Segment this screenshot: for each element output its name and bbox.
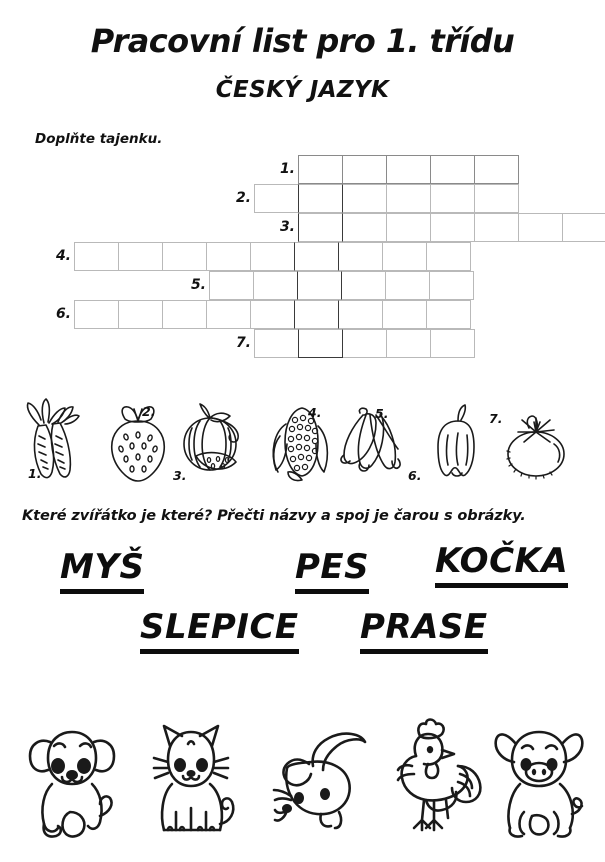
crossword-cell[interactable] bbox=[382, 300, 427, 329]
carrots-icon bbox=[8, 394, 88, 486]
corn-icon bbox=[258, 394, 338, 486]
crossword-cell[interactable] bbox=[206, 300, 251, 329]
crossword-cell[interactable] bbox=[430, 329, 475, 358]
crossword-key-cell[interactable] bbox=[298, 184, 343, 213]
crossword-cell[interactable] bbox=[386, 213, 431, 242]
crossword-row-number: 4. bbox=[55, 248, 71, 264]
crossword-cell[interactable] bbox=[341, 271, 386, 300]
crossword-cell[interactable] bbox=[474, 213, 519, 242]
crossword-cell[interactable] bbox=[474, 155, 519, 184]
crossword-row[interactable] bbox=[299, 213, 605, 242]
crossword-cell[interactable] bbox=[209, 271, 254, 300]
bananas-icon bbox=[330, 397, 410, 489]
crossword-row-number: 7. bbox=[235, 335, 251, 351]
crossword-cell[interactable] bbox=[429, 271, 474, 300]
crossword-cell[interactable] bbox=[342, 329, 387, 358]
picture-clue-strip bbox=[0, 392, 605, 492]
crossword-cell[interactable] bbox=[206, 242, 251, 271]
crossword-cell[interactable] bbox=[342, 184, 387, 213]
crossword-row[interactable] bbox=[255, 329, 475, 358]
picture-clue-number: 3. bbox=[173, 468, 187, 483]
crossword-cell[interactable] bbox=[74, 242, 119, 271]
crossword-cell[interactable] bbox=[430, 155, 475, 184]
crossword-cell[interactable] bbox=[74, 300, 119, 329]
crossword-row-number: 6. bbox=[55, 306, 71, 322]
crossword-cell[interactable] bbox=[162, 242, 207, 271]
crossword-cell[interactable] bbox=[386, 329, 431, 358]
animal-word[interactable]: SLEPICE bbox=[140, 610, 299, 654]
crossword-cell[interactable] bbox=[385, 271, 430, 300]
page-subtitle: ČESKÝ JAZYK bbox=[215, 77, 390, 103]
cat-icon[interactable] bbox=[132, 716, 250, 848]
crossword-row[interactable] bbox=[210, 271, 474, 300]
picture-clue-number: 5. bbox=[375, 406, 389, 421]
crossword-key-cell[interactable] bbox=[298, 213, 343, 242]
picture-clue-number: 4. bbox=[308, 405, 322, 420]
crossword-cell[interactable] bbox=[118, 242, 163, 271]
crossword-cell[interactable] bbox=[250, 242, 295, 271]
animal-picture-row[interactable] bbox=[0, 716, 605, 862]
crossword-cell[interactable] bbox=[382, 242, 427, 271]
animal-word[interactable]: MYŠ bbox=[60, 550, 144, 594]
crossword-row-number: 2. bbox=[235, 190, 251, 206]
crossword-cell[interactable] bbox=[342, 155, 387, 184]
crossword-key-cell[interactable] bbox=[294, 242, 339, 271]
crossword-key-cell[interactable] bbox=[297, 271, 342, 300]
crossword-row[interactable] bbox=[75, 300, 471, 329]
exercise1-instruction: Doplňte tajenku. bbox=[35, 131, 163, 147]
crossword-key-cell[interactable] bbox=[298, 329, 343, 358]
crossword-key-cell[interactable] bbox=[298, 155, 343, 184]
page-title: Pracovní list pro 1. třídu bbox=[90, 22, 515, 60]
picture-clue-number: 1. bbox=[28, 466, 42, 481]
crossword-key-cell[interactable] bbox=[294, 300, 339, 329]
crossword-cell[interactable] bbox=[474, 184, 519, 213]
animal-word[interactable]: PES bbox=[295, 550, 369, 594]
crossword-cell[interactable] bbox=[342, 213, 387, 242]
crossword-row-number: 1. bbox=[279, 161, 295, 177]
strawberry-icon bbox=[98, 397, 178, 489]
crossword-cell[interactable] bbox=[426, 242, 471, 271]
dog-icon[interactable] bbox=[10, 716, 128, 848]
animal-word[interactable]: PRASE bbox=[360, 610, 488, 654]
crossword-cell[interactable] bbox=[430, 184, 475, 213]
crossword-cell[interactable] bbox=[338, 242, 383, 271]
crossword-cell[interactable] bbox=[562, 213, 605, 242]
picture-clue-number: 6. bbox=[408, 468, 422, 483]
crossword-cell[interactable] bbox=[386, 184, 431, 213]
crossword-cell[interactable] bbox=[386, 155, 431, 184]
crossword-cell[interactable] bbox=[162, 300, 207, 329]
crossword-row[interactable] bbox=[255, 184, 519, 213]
crossword-cell[interactable] bbox=[426, 300, 471, 329]
crossword-cell[interactable] bbox=[250, 300, 295, 329]
crossword-cell[interactable] bbox=[254, 329, 299, 358]
crossword-cell[interactable] bbox=[118, 300, 163, 329]
exercise2-instruction: Které zvířátko je které? Přečti názvy a spoj je čarou s obrázky. bbox=[22, 508, 526, 524]
crossword-row-number: 3. bbox=[279, 219, 295, 235]
crossword-cell[interactable] bbox=[430, 213, 475, 242]
pig-icon[interactable] bbox=[480, 716, 598, 848]
crossword-row[interactable] bbox=[75, 242, 471, 271]
crossword-cell[interactable] bbox=[254, 184, 299, 213]
pepper-icon bbox=[418, 397, 498, 489]
animal-word[interactable]: KOČKA bbox=[435, 544, 568, 588]
crossword-cell[interactable] bbox=[253, 271, 298, 300]
crossword-grid[interactable] bbox=[0, 155, 605, 380]
picture-clue-number: 2. bbox=[142, 404, 156, 419]
hen-icon[interactable] bbox=[372, 716, 490, 848]
mouse-icon[interactable] bbox=[253, 716, 371, 848]
crossword-cell[interactable] bbox=[338, 300, 383, 329]
animal-word-bank[interactable] bbox=[0, 541, 605, 675]
crossword-row-number: 5. bbox=[190, 277, 206, 293]
crossword-cell[interactable] bbox=[518, 213, 563, 242]
picture-clue-number: 7. bbox=[489, 411, 503, 426]
crossword-row[interactable] bbox=[299, 155, 519, 184]
tomato-icon bbox=[496, 400, 576, 492]
